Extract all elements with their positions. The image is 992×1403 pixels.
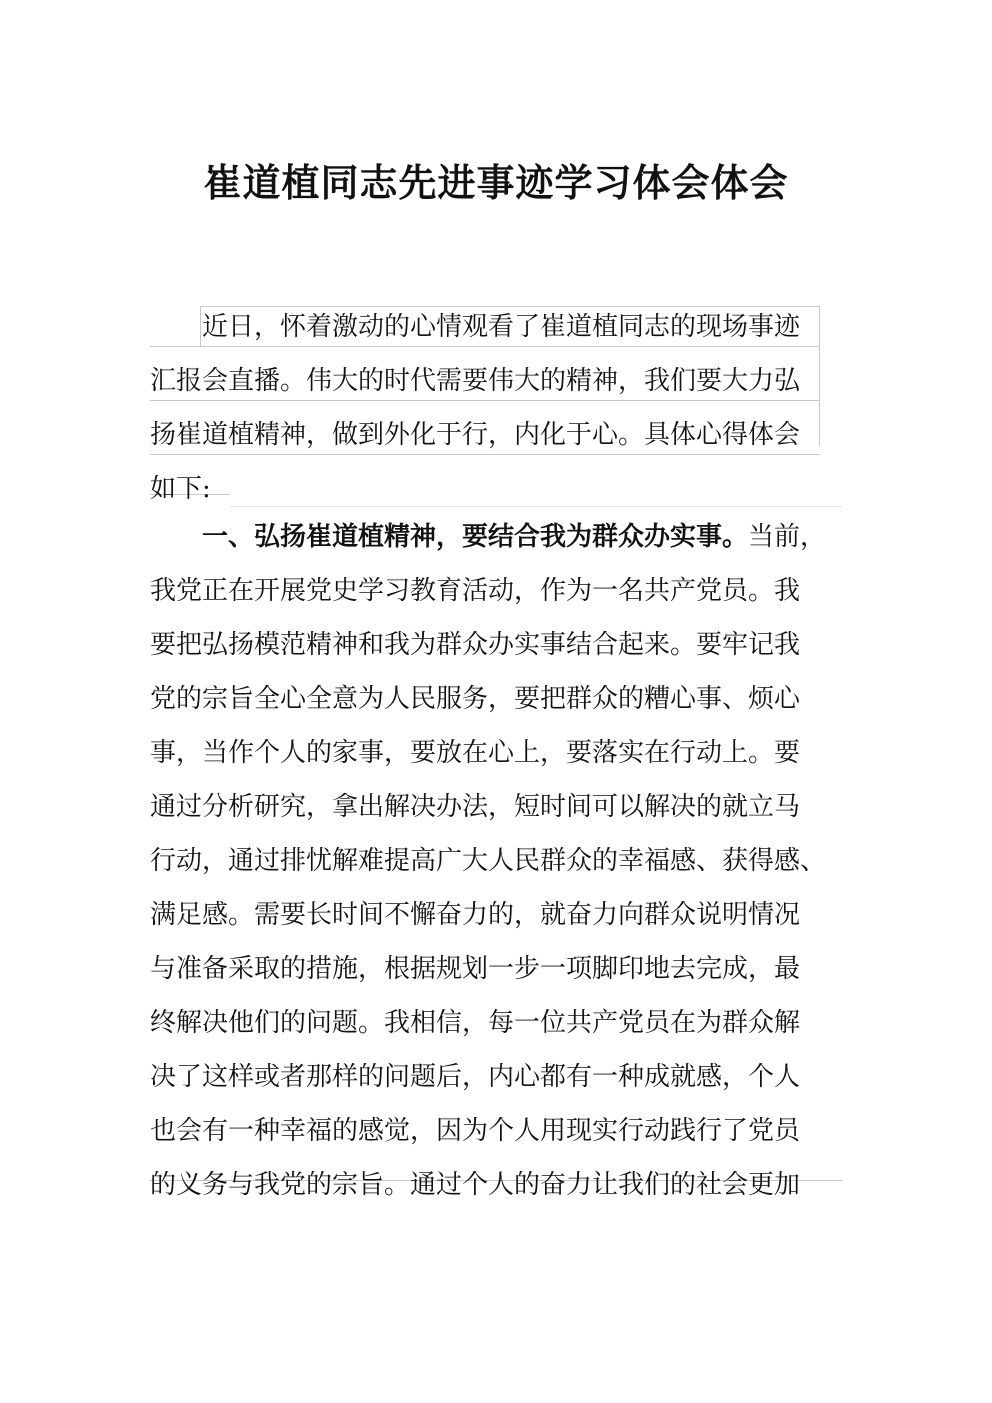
section-1-heading: 一、弘扬崔道植精神，要结合我为群众办实事。: [202, 522, 749, 552]
body-line: 党的宗旨全心全意为人民服务，要把群众的糟心事、烦心: [150, 684, 801, 714]
body-line: 也会有一种幸福的感觉，因为个人用现实行动践行了党员: [150, 1116, 801, 1146]
intro-line: 扬崔道植精神，做到外化于行，内化于心。具体心得体会: [150, 420, 801, 450]
intro-line: 近日，怀着激动的心情观看了崔道植同志的现场事迹: [202, 312, 801, 342]
document-title: 崔道植同志先进事迹学习体会体会: [203, 160, 789, 205]
intro-line: 如下:: [150, 474, 211, 504]
body-line: 要把弘扬模范精神和我为群众办实事结合起来。要牢记我: [150, 630, 801, 660]
section-1-paragraph: [150, 510, 840, 1212]
body-line: 满足感。需要长时间不懈奋力的，就奋力向群众说明情况: [150, 900, 801, 930]
body-line: 与准备采取的措施，根据规划一步一项脚印地去完成，最: [150, 954, 801, 984]
body-line: 我党正在开展党史学习教育活动，作为一名共产党员。我: [150, 576, 801, 606]
body-line: 决了这样或者那样的问题后，内心都有一种成就感，个人: [150, 1062, 801, 1092]
intro-paragraph: [150, 300, 840, 516]
body-line: 通过分析研究，拿出解决办法，短时间可以解决的就立马: [150, 792, 801, 822]
body-line: 的义务与我党的宗旨。通过个人的奋力让我们的社会更加: [150, 1170, 801, 1200]
section-1-first-line-rest: 当前，: [748, 522, 827, 552]
body-line: 行动，通过排忧解难提高广大人民群众的幸福感、获得感、: [150, 846, 827, 876]
body-line: 终解决他们的问题。我相信，每一位共产党员在为群众解: [150, 1008, 801, 1038]
section-1-first-line: [150, 510, 840, 564]
intro-line: 汇报会直播。伟大的时代需要伟大的精神，我们要大力弘: [150, 366, 801, 396]
body-line: 事，当作个人的家事，要放在心上，要落实在行动上。要: [150, 738, 801, 768]
